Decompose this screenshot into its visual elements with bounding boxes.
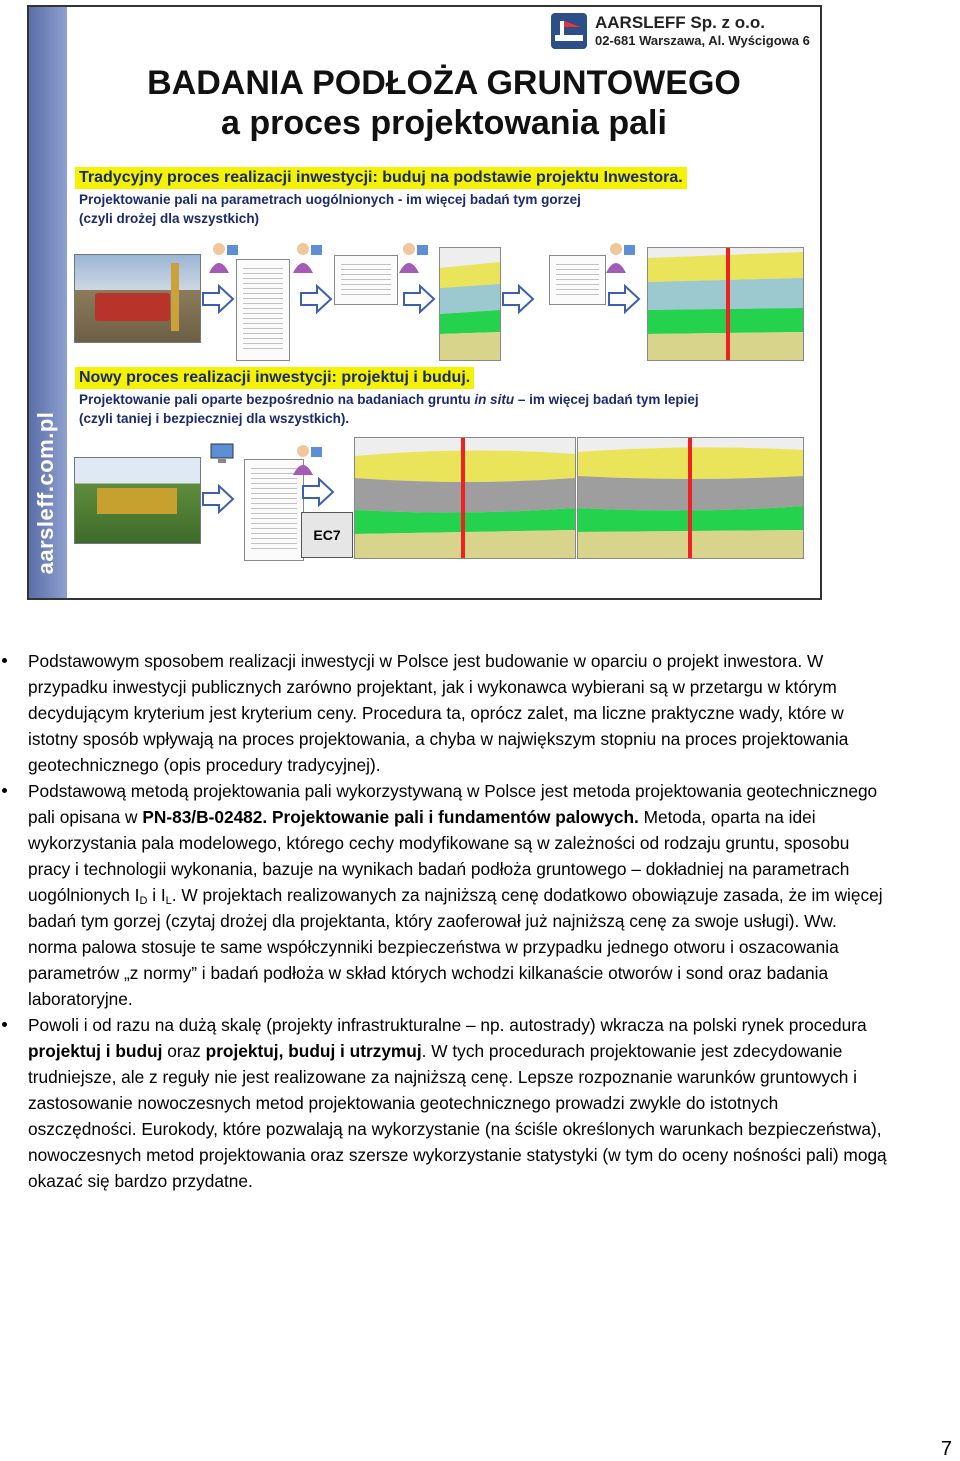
new-heading: Nowy proces realizacji inwestycji: projektuj i buduj. bbox=[75, 367, 474, 389]
slide-image bbox=[27, 5, 822, 600]
field-drilling-photo bbox=[74, 457, 201, 544]
bullet-paragraph-3: Powoli i od razu na dużą skalę (projekty infrastrukturalne – np. autostrady) wkracza na polski rynek procedura projektuj i buduj oraz projektuj, buduj i utrzymuj. W tych procedurach projektowanie jest zdecydowanie trudniejsze, ale z reguły nie jest realizowane za najniższą cenę. Lepsze rozpoznanie warunków gruntowych i zastosowanie nowoczesnych metod projektowania geotechnicznego prowadzi zwykle do istotnych oszczędności. Eurokody, które pozwalają na wykorzystanie (na ściśle określonych warunkach bezpieczeństwa), nowoczesnych metod projektowania oraz szersze wykorzystanie statystyki (w tym do oceny nośności pali) mogą okazać się bardzo przydatne. bbox=[0, 1012, 960, 1194]
traditional-desc-line2: (czyli drożej dla wszystkich) bbox=[79, 211, 260, 226]
bullet-paragraph-1: Podstawowym sposobem realizacji inwestycji w Polsce jest budowanie w oparciu o projekt inwestora. W przypadku inwestycji publicznych zarówno projektant, jak i wykonawca wybierani są w przetargu w którym decydującym kryterium jest kryterium ceny. Procedura ta, oprócz zalet, ma liczne praktyczne wady, które w istotny sposób wpływają na proces projektowania, a chyba w największym stopniu na proces projektowania geotechnicznego (opis procedury tradycyjnej). bbox=[0, 648, 960, 778]
arrow-right-icon bbox=[607, 284, 641, 314]
in-situ-cross-section bbox=[354, 437, 576, 559]
arrow-right-icon bbox=[402, 284, 436, 314]
person-at-computer-icon bbox=[291, 441, 323, 477]
company-logo-icon bbox=[551, 13, 587, 49]
arrow-right-icon bbox=[299, 284, 333, 314]
arrow-right-icon bbox=[201, 284, 235, 314]
bullet-paragraph-2: Podstawową metodą projektowania pali wykorzystywaną w Polsce jest metoda projektowania geotechnicznego pali opisana w PN-83/B-02482. Projektowanie pali i fundamentów palowych. Metoda, oparta na idei wykorzystania pala modelowego, którego cechy modyfikowane są w zależności od rodzaju gruntu, sposobu pracy i technologii wykonania, bazuje na wynikach badań podłoża gruntowego – dokładniej na parametrach uogólnionych $I_D$ i $I_L$. W projektach realizowanych za najniższą cenę dodatkowo obowiązuje zasada, że im więcej badań tym gorzej (czytaj drożej dla projektanta, który zaoferował już najniższą cenę za swoje usługi). Ww. norma palowa stosuje te same współczynniki bezpieczeństwa w przypadku jednego otworu i oszacowania parametrów „z normy” i badań podłoża w skład których wchodzi kilkanaście otworów i sond oraz badania laboratoryjne. bbox=[0, 778, 960, 1012]
borehole-log-document bbox=[236, 259, 290, 361]
bullet-icon bbox=[2, 788, 7, 793]
slide-title-line2: a proces projektowania pali bbox=[221, 104, 667, 142]
page-number: 7 bbox=[940, 1438, 952, 1460]
bullet-icon bbox=[2, 658, 7, 663]
drilling-truck-photo bbox=[74, 254, 201, 343]
person-at-computer-icon bbox=[604, 239, 636, 275]
company-name: AARSLEFF Sp. z o.o. bbox=[595, 13, 765, 32]
body-text bbox=[0, 648, 960, 1194]
report-document bbox=[334, 255, 398, 305]
geotechnical-cross-section bbox=[439, 247, 501, 361]
arrow-right-icon bbox=[501, 284, 535, 314]
new-desc-line1: Projektowanie pali oparte bezpośrednio na badaniach gruntu in situ – im więcej badań tym lepiej bbox=[79, 392, 699, 407]
pile-model-cross-section bbox=[577, 437, 804, 559]
report-document bbox=[549, 255, 606, 305]
company-address: 02-681 Warszawa, Al. Wyścigowa 6 bbox=[595, 33, 810, 48]
person-at-computer-icon bbox=[397, 239, 429, 275]
bullet-icon bbox=[2, 1022, 7, 1027]
slide-title bbox=[79, 63, 809, 143]
person-at-computer-icon bbox=[291, 239, 323, 275]
traditional-desc-line1: Projektowanie pali na parametrach uogólnionych - im więcej badań tym gorzej bbox=[79, 192, 581, 207]
new-desc-line2: (czyli taniej i bezpieczniej dla wszystkich). bbox=[79, 411, 350, 426]
site-url: aarsleff.com.pl bbox=[33, 411, 58, 575]
arrow-right-icon bbox=[201, 484, 235, 514]
arrow-right-icon bbox=[301, 477, 335, 507]
traditional-heading: Tradycyjny proces realizacji inwestycji: buduj na podstawie projektu Inwestora. bbox=[75, 167, 687, 189]
pile-design-cross-section bbox=[647, 247, 804, 361]
computer-icon bbox=[209, 443, 235, 465]
person-at-computer-icon bbox=[207, 239, 239, 275]
slide-title-line1: BADANIA PODŁOŻA GRUNTOWEGO bbox=[147, 64, 741, 102]
ec7-badge: EC7 bbox=[301, 512, 353, 558]
